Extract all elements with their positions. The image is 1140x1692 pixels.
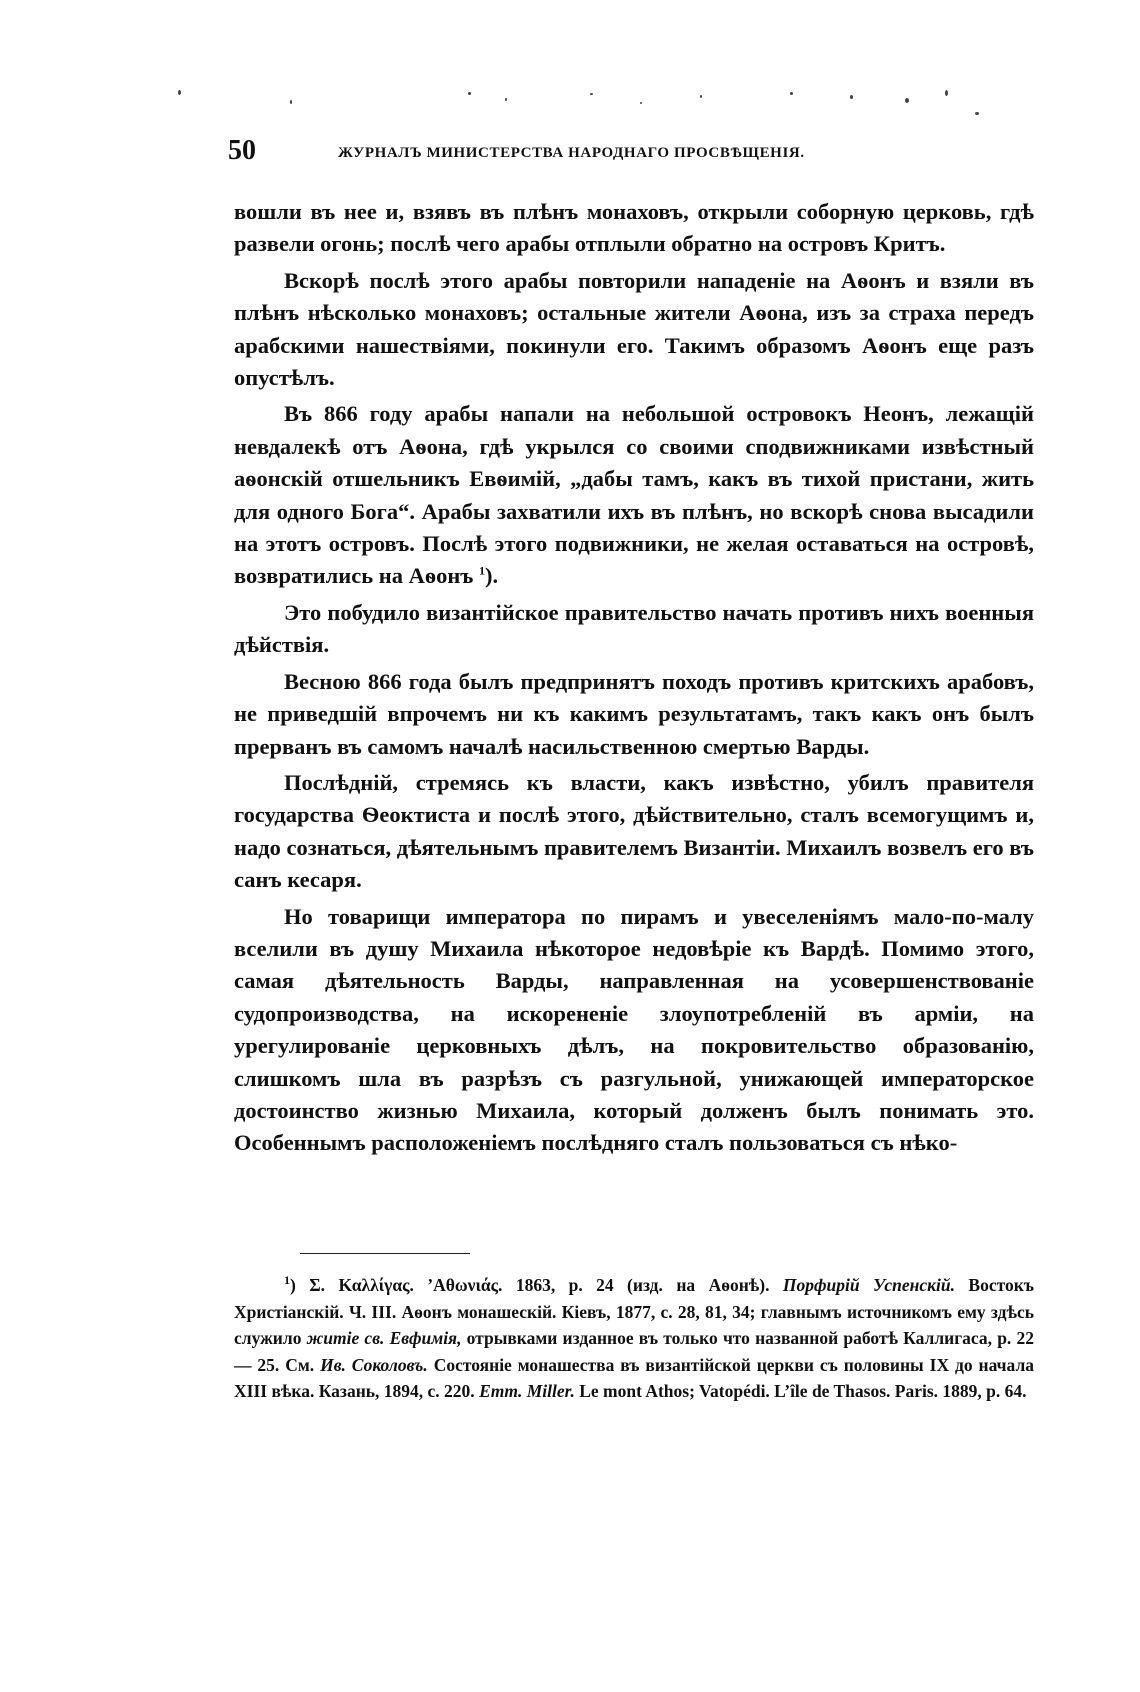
footnote-author-3: Emm. Miller.: [479, 1381, 575, 1401]
paragraph-3: [234, 398, 1034, 592]
paragraph-2: Вскорѣ послѣ этого арабы повторили нападеніе на Аѳонъ и взяли въ плѣнъ нѣсколько монаховъ; остальные жители Аѳона, изъ за страха передъ арабскими нашествіями, покинули его. Такимъ образомъ Аѳонъ еще разъ опустѣлъ.: [234, 267, 1034, 391]
page-number: 50: [228, 135, 256, 166]
footnotes: [234, 1272, 1034, 1405]
footnote-text-4: Состояніе монашества въ византійской церкви съ половины IX до начала XIII вѣка. Казань, 1894, с. 220.: [234, 1354, 1035, 1401]
footnote-reference: 1: [479, 563, 486, 578]
footnote-1: [234, 1272, 1034, 1405]
paragraph-3-end: ).: [485, 563, 499, 589]
footnote-text-5: Le mont Athos; Vatopédi. L’île de Thasos. Paris. 1889, p. 64.: [574, 1381, 1027, 1401]
footnote-separator: [300, 1253, 470, 1254]
page-header: [228, 135, 948, 175]
footnote-text-3: отрывками изданное въ только что названной работѣ Каллигаса, p. 22 — 25. См.: [234, 1328, 1034, 1375]
paragraph-7: Но товарищи императора по пирамъ и увеселеніямъ мало-по-малу вселили въ душу Михаила нѣкоторое недовѣріе къ Вардѣ. Помимо этого, самая дѣятельность Варды, направленная на усовершенствованіе судопроизводства, на искорененіе злоупотребленій въ арміи, на урегулированіе церковныхъ дѣлъ, на покровительство образованію, слишкомъ шла въ разрѣзъ съ разгульной, унижающей императорское достоинство жизнью Михаила, который долженъ былъ понимать это. Особеннымъ расположеніемъ послѣдняго сталъ пользоваться съ нѣко-: [234, 903, 1034, 1156]
paragraph-1: вошли въ нее и, взявъ въ плѣнъ монаховъ, открыли соборную церковь, гдѣ развели огонь; послѣ чего арабы отплыли обратно на островъ Критъ.: [234, 199, 1034, 257]
footnote-marker: 1: [284, 1273, 290, 1288]
paragraph-4: Это побудило византійское правительство начать противъ нихъ военныя дѣйствія.: [234, 599, 1034, 658]
running-title: ЖУРНАЛЪ МИНИСТЕРСТВА НАРОДНАГО ПРОСВѢЩЕНІЯ.: [338, 145, 805, 161]
paragraph-6: Послѣдній, стремясь къ власти, какъ извѣстно, убилъ правителя государства Ѳеоктиста и послѣ этого, дѣйствительно, сталъ всемогущимъ и, надо сознаться, дѣятельнымъ правителемъ Византіи. Михаилъ возвелъ его въ санъ кесаря.: [234, 769, 1035, 893]
main-text: [234, 196, 1034, 1164]
paragraph-3-text: Въ 866 году арабы напали на небольшой островокъ Неонъ, лежащій невдалекѣ отъ Аѳона, гдѣ укрылся со своими сподвижниками извѣстный аѳонскій отшельникъ Евѳимій, „дабы тамъ, какъ въ тихой пристани, жить для одного Бога“. Арабы захватили ихъ въ плѣнъ, но вскорѣ снова высадили на этотъ островъ. Послѣ этого подвижники, не желая оставаться на островѣ, возвратились на Аѳонъ: [234, 401, 1034, 589]
footnote-text-1: ) Σ. Καλλίγας. ’Αθωνιάς. 1863, p. 24 (изд. на Аѳонѣ).: [290, 1275, 783, 1295]
footnote-title-italic: житіе св. Евфимія,: [306, 1328, 462, 1348]
footnote-author-1: Порфирій Успенскій.: [782, 1275, 955, 1295]
paragraph-5: Весною 866 года былъ предпринятъ походъ противъ критскихъ арабовъ, не приведшій впрочемъ ни къ какимъ результатамъ, такъ какъ онъ былъ прерванъ въ самомъ началѣ насильственною смертью Варды.: [234, 668, 1034, 759]
footnote-text-2: Востокъ Христіанскій. Ч. III. Аѳонъ монашескій. Кіевъ, 1877, с. 28, 81, 34; главнымъ источникомъ ему здѣсь служило: [234, 1275, 1034, 1348]
footnote-author-2: Ив. Соколовъ.: [320, 1354, 428, 1375]
